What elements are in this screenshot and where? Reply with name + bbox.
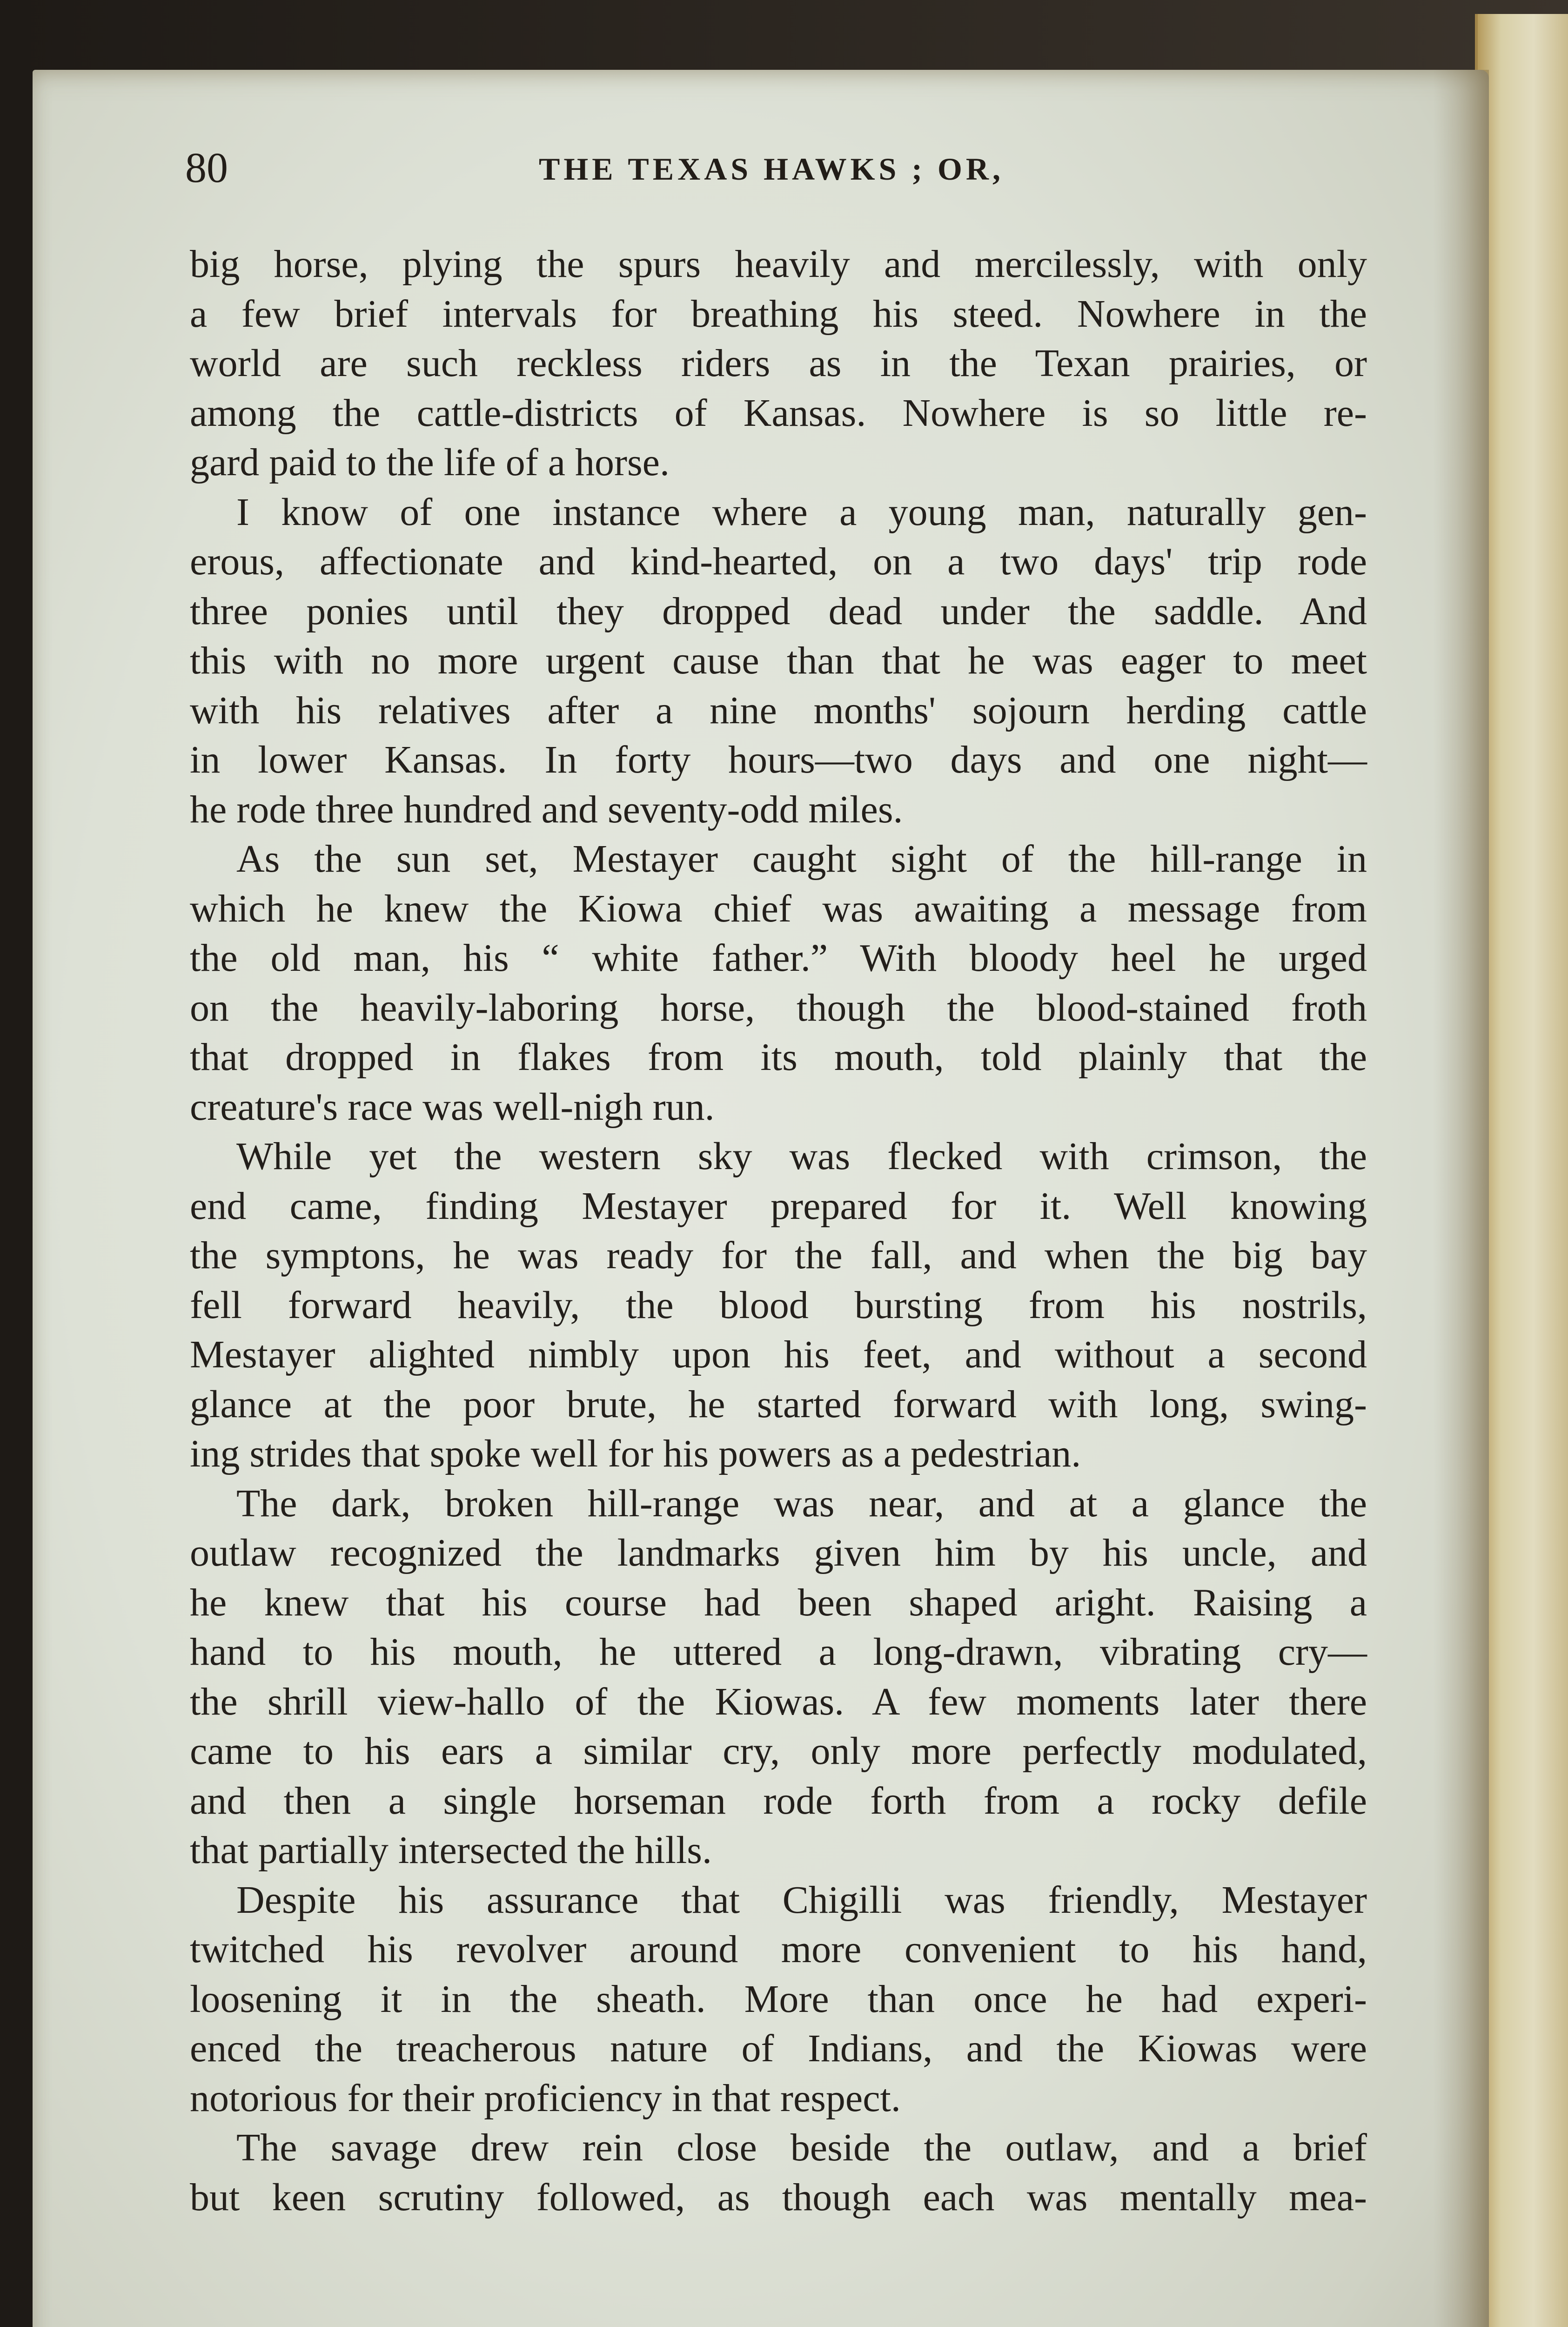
text-line: the symptons, he was ready for the fall, and when the big bay [190, 1234, 1367, 1277]
next-page-edge [1475, 14, 1568, 2327]
text-line: Despite his assurance that Chigilli was friendly, Mestayer [236, 1878, 1367, 1922]
text-line: world are such reckless riders as in the Texan prairies, or [190, 342, 1367, 385]
text-line: hand to his mouth, he uttered a long-drawn, vibrating cry— [190, 1630, 1367, 1674]
text-line: creature's race was well-nigh run. [190, 1085, 715, 1129]
text-line: The savage drew rein close beside the outlaw, and a brief [236, 2126, 1367, 2169]
text-line: notorious for their proficiency in that respect. [190, 2076, 901, 2120]
text-line: glance at the poor brute, he started forward with long, swing- [190, 1382, 1367, 1426]
text-line: and then a single horseman rode forth from a rocky defile [190, 1779, 1367, 1823]
text-line: among the cattle-districts of Kansas. Nowhere is so little re- [190, 391, 1367, 435]
text-line: fell forward heavily, the blood bursting from his nostrils, [190, 1283, 1367, 1327]
text-line: twitched his revolver around more convenient to his hand, [190, 1928, 1367, 1971]
text-line: loosening it in the sheath. More than once he had experi- [190, 1977, 1367, 2021]
text-line: but keen scrutiny followed, as though each was mentally mea- [190, 2175, 1367, 2219]
text-line: a few brief intervals for breathing his steed. Nowhere in the [190, 292, 1367, 336]
text-line: the shrill view-hallo of the Kiowas. A few moments later there [190, 1680, 1367, 1723]
page-header [185, 140, 1376, 195]
text-line: he rode three hundred and seventy-odd miles. [190, 787, 903, 831]
text-line: that partially intersected the hills. [190, 1829, 712, 1872]
text-line: this with no more urgent cause than that he was eager to meet [190, 639, 1367, 682]
text-line: the old man, his “ white father.” With bloody heel he urged [190, 936, 1367, 980]
text-line: enced the treacherous nature of Indians, and the Kiowas were [190, 2027, 1367, 2070]
text-line: erous, affectionate and kind-hearted, on a two days' trip rode [190, 540, 1367, 583]
text-line: which he knew the Kiowa chief was awaiting a message from [190, 887, 1367, 930]
text-line: The dark, broken hill-range was near, and at a glance the [236, 1481, 1367, 1525]
text-line: he knew that his course had been shaped aright. Raising a [190, 1580, 1367, 1624]
spine-shadow [1433, 70, 1489, 2327]
text-line: in lower Kansas. In forty hours—two days and one night— [190, 738, 1367, 781]
text-line: gard paid to the life of a horse. [190, 441, 670, 484]
page-number: 80 [185, 144, 228, 191]
text-line: three ponies until they dropped dead under the saddle. And [190, 589, 1367, 633]
text-line: As the sun set, Mestayer caught sight of the hill-range in [236, 837, 1367, 881]
text-line: end came, finding Mestayer prepared for it. Well knowing [190, 1184, 1367, 1228]
text-line: While yet the western sky was flecked with crimson, the [236, 1135, 1367, 1178]
text-line: I know of one instance where a young man, naturally gen- [236, 490, 1367, 534]
running-title: THE TEXAS HAWKS ; OR, [539, 151, 1004, 187]
text-line: came to his ears a similar cry, only more perfectly modulated, [190, 1729, 1367, 1773]
text-line: ing strides that spoke well for his powers as a pedestrian. [190, 1432, 1081, 1475]
text-line: outlaw recognized the landmarks given him by his uncle, and [190, 1531, 1367, 1574]
text-line: with his relatives after a nine months' sojourn herding cattle [190, 688, 1367, 732]
text-line: Mestayer alighted nimbly upon his feet, and without a second [190, 1333, 1367, 1376]
body-text [190, 240, 1367, 2222]
text-line: big horse, plying the spurs heavily and mercilessly, with only [190, 242, 1367, 286]
text-line: on the heavily-laboring horse, though the blood-stained froth [190, 986, 1367, 1029]
text-line: that dropped in flakes from its mouth, told plainly that the [190, 1036, 1367, 1079]
